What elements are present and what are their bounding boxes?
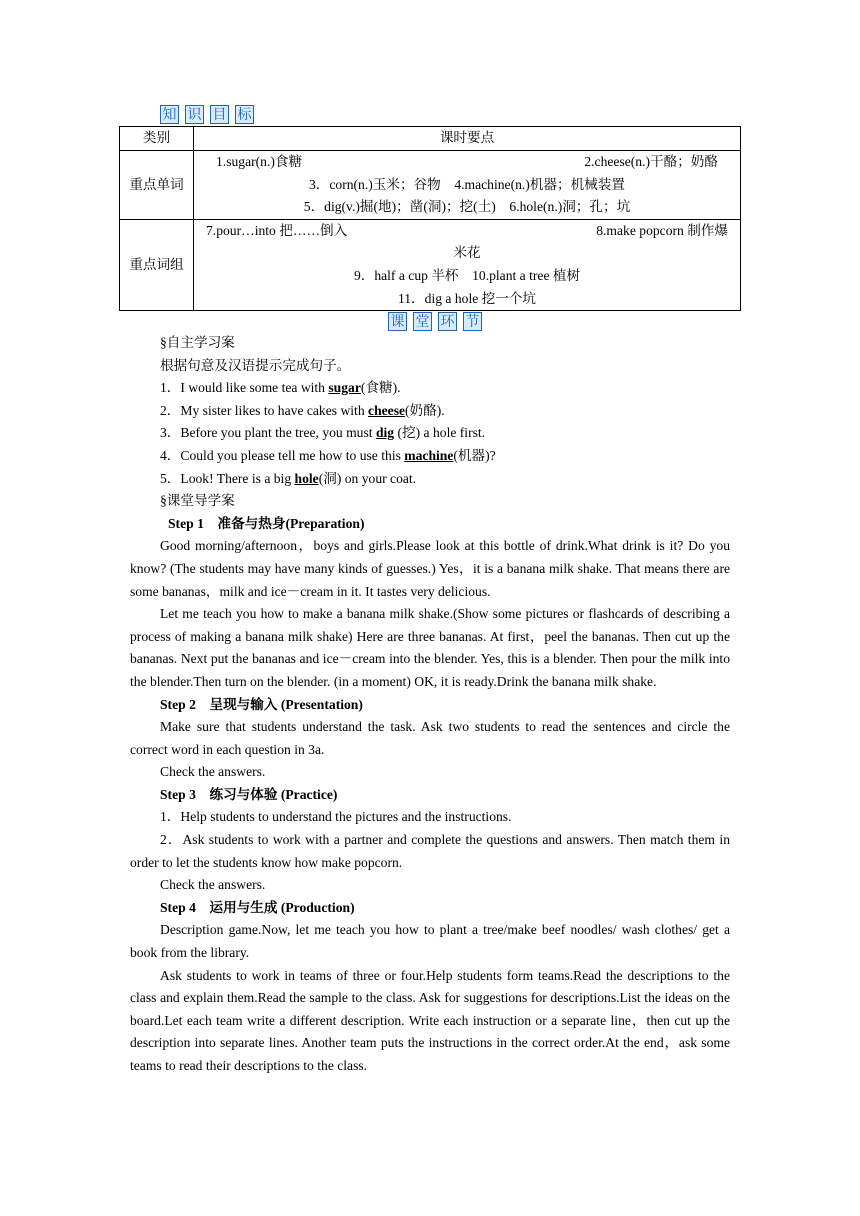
header-char: 目	[210, 105, 229, 124]
key-points-table	[119, 126, 741, 311]
instruction-text: 根据句意及汉语提示完成句子。	[160, 357, 351, 373]
paragraph: 2．Ask students to work with a partner and complete the questions and answers. Then match them in order to let the students know how make popcorn.	[130, 832, 730, 870]
header-char: 标	[235, 105, 254, 124]
paragraph: Check the answers.	[160, 764, 266, 780]
section-title: §自主学习案	[160, 335, 235, 350]
category-cell: 重点词组	[120, 219, 194, 310]
point-text: 米花	[453, 245, 481, 261]
exercise-item: 4．Could you please tell me how to use this machine(机器)?	[160, 447, 496, 463]
exercise-item: 5．Look! There is a big hole(洞) on your coat.	[160, 470, 417, 486]
answer-text: sugar	[328, 380, 361, 396]
header-char: 课	[388, 312, 407, 331]
category-header: 类别	[120, 127, 194, 151]
step-heading: Step 3 练习与体验 (Practice)	[160, 786, 338, 802]
header-char: 堂	[413, 312, 432, 331]
point-text: 7.pour…into 把……倒入	[206, 222, 348, 238]
header-char: 节	[463, 312, 482, 331]
lesson-body	[130, 332, 730, 1078]
exercise-item: 2．My sister likes to have cakes with cheese(奶酪).	[160, 402, 445, 418]
paragraph: Make sure that students understand the task. Ask two students to read the sentences and circle the correct word in each question in 3a.	[130, 719, 730, 757]
key-points-header: 课时要点	[194, 127, 741, 151]
section-title: §课堂导学案	[160, 493, 235, 509]
paragraph: 1．Help students to understand the pictures and the instructions.	[160, 809, 512, 825]
paragraph: Good morning/afternoon，boys and girls.Please look at this bottle of drink.What drink is it? Do you know? (The students may have many kinds of guesses.) Yes，it is a banana milk shake. That means there are some bananas，milk and ice－cream in it. It tastes very delicious.	[130, 538, 730, 599]
points-cell	[194, 219, 741, 310]
answer-text: hole	[294, 470, 319, 486]
knowledge-goals-header	[160, 105, 254, 124]
point-text: 9．half a cup 半杯 10.plant a tree 植树	[353, 267, 581, 283]
point-text: 5．dig(v.)掘(地)；凿(洞)；挖(土) 6.hole(n.)洞；孔；坑	[303, 199, 631, 215]
point-text: 11．dig a hole 挖一个坑	[397, 290, 537, 306]
exercise-item: 1．I would like some tea with sugar(食糖).	[160, 380, 401, 396]
paragraph: Check the answers.	[160, 877, 266, 893]
paragraph: Let me teach you how to make a banana milk shake.(Show some pictures or flashcards of describing a process of making a banana milk shake) Here are three bananas. At first，peel the bananas. Then cut up the bananas. Next put the bananas and ice－cream into the blender. Yes, this is a blender. Then pour the milk into the blender.Then turn on the blender. (in a moment) OK, it is ready.Drink the banana milk shake.	[130, 606, 730, 689]
header-char: 知	[160, 105, 179, 124]
points-cell	[194, 151, 741, 220]
paragraph: Description game.Now, let me teach you how to plant a tree/make beef noodles/ wash clothes/ get a book from the library.	[130, 922, 730, 961]
header-char: 识	[185, 105, 204, 124]
answer-text: cheese	[368, 402, 406, 418]
answer-text: dig	[375, 425, 395, 441]
point-text: 1.sugar(n.)食糖	[216, 154, 303, 169]
table-row	[120, 219, 741, 310]
table-header-row	[120, 127, 741, 151]
exercise-item: 3．Before you plant the tree, you must dig (挖) a hole first.	[160, 425, 486, 441]
step-heading: Step 2 呈现与输入 (Presentation)	[160, 696, 363, 712]
answer-text: machine	[404, 447, 454, 463]
paragraph: Ask students to work in teams of three or four.Help students form teams.Read the descriptions to the class and explain them.Read the sample to the class. Ask for suggestions for descriptions.List the ideas on the board.Let each team write a different description. Write each instruction or a separate line，then cut up the description into separate lines. Another team puts the instructions in the correct order.At the end，ask some teams to read their descriptions to the class.	[130, 967, 730, 1073]
step-heading: Step 4 运用与生成 (Production)	[160, 899, 355, 915]
category-cell: 重点单词	[120, 151, 194, 220]
point-text: 8.make popcorn 制作爆	[596, 222, 728, 238]
class-steps-header	[388, 312, 482, 331]
point-text: 3．corn(n.)玉米；谷物 4.machine(n.)机器；机械装置	[308, 176, 625, 192]
table-row	[120, 151, 741, 220]
header-char: 环	[438, 312, 457, 331]
point-text: 2.cheese(n.)干酪；奶酪	[584, 154, 718, 169]
step-heading: Step 1 准备与热身(Preparation)	[168, 515, 365, 531]
